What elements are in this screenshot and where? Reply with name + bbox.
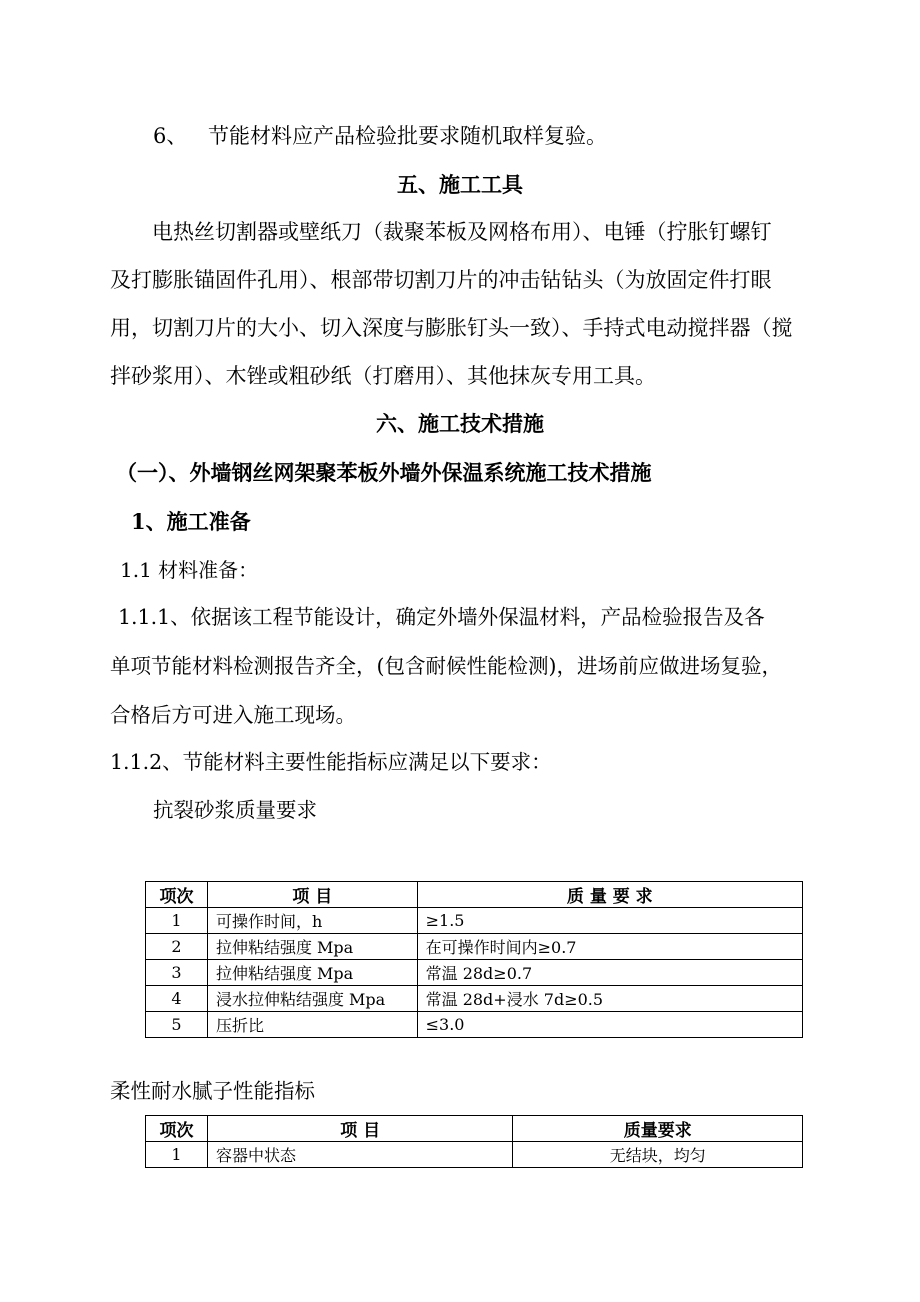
table-row: [146, 908, 803, 934]
table-cell-requirement: 在可操作时间内≥0.7: [417, 934, 802, 960]
s1-1-1-line-2: 单项节能材料检测报告齐全，(包含耐候性能检测)，进场前应做进场复验，: [110, 654, 782, 678]
table-cell-item: 可操作时间，h: [207, 908, 417, 934]
section6-heading: 六、施工技术措施: [376, 411, 544, 436]
table-cell-requirement: ≥1.5: [417, 908, 802, 934]
table-cell-index: 2: [146, 934, 208, 960]
table1: [145, 881, 803, 1038]
section5-heading: 五、施工工具: [397, 172, 523, 197]
item6-number: 6、: [153, 124, 188, 148]
table1-header-item: 项 目: [207, 882, 417, 908]
table-cell-index: 3: [146, 960, 208, 986]
table-cell-item: 压折比: [207, 1012, 417, 1038]
table2-header-index: 项次: [146, 1116, 208, 1142]
table-cell-requirement: 常温 28d≥0.7: [417, 960, 802, 986]
table-cell-item: 容器中状态: [207, 1142, 512, 1168]
table-cell-index: 1: [146, 1142, 208, 1168]
subsection1-heading: （一）、外墙钢丝网架聚苯板外墙外保温系统施工技术措施: [116, 460, 652, 485]
table-cell-item: 拉伸粘结强度 Mpa: [207, 934, 417, 960]
tools-paragraph-line-2: 及打膨胀锚固件孔用）、根部带切割刀片的冲击钻钻头（为放固定件打眼: [110, 268, 772, 292]
table1-header-index: 项次: [146, 882, 208, 908]
item6-text: 节能材料应产品检验批要求随机取样复验。: [208, 124, 607, 148]
tools-paragraph-line-3: 用，切割刀片的大小、切入深度与膨胀钉头一致）、手持式电动搅拌器（搅: [110, 316, 793, 340]
table2-header-requirement: 质量要求: [513, 1116, 803, 1142]
table-cell-requirement: ≤3.0: [417, 1012, 802, 1038]
table2-header-item: 项 目: [207, 1116, 512, 1142]
table2-caption: 柔性耐水腻子性能指标: [110, 1079, 315, 1103]
table-row: [146, 960, 803, 986]
table-cell-index: 5: [146, 1012, 208, 1038]
table-cell-requirement: 无结块，均匀: [513, 1142, 803, 1168]
table-row: [146, 934, 803, 960]
s1-1-heading: 1.1 材料准备：: [120, 558, 259, 582]
table-cell-item: 浸水拉伸粘结强度 Mpa: [207, 986, 417, 1012]
table2: [145, 1115, 803, 1168]
table-row: [146, 1012, 803, 1038]
table-cell-item: 拉伸粘结强度 Mpa: [207, 960, 417, 986]
table-cell-index: 1: [146, 908, 208, 934]
table-cell-requirement: 常温 28d+浸水 7d≥0.5: [417, 986, 802, 1012]
s1-1-1-line-3: 合格后方可进入施工现场。: [110, 703, 356, 727]
table1-header-row: [146, 882, 803, 908]
table1-caption: 抗裂砂浆质量要求: [153, 798, 317, 822]
table2-header-row: [146, 1116, 803, 1142]
table-row: [146, 1142, 803, 1168]
step1-heading: 1、施工准备: [131, 509, 251, 534]
table1-header-requirement: 质 量 要 求: [417, 882, 802, 908]
tools-paragraph-line-4: 拌砂浆用）、木锉或粗砂纸（打磨用）、其他抹灰专用工具。: [110, 364, 656, 388]
tools-paragraph-line-1: 电热丝切割器或壁纸刀（裁聚苯板及网格布用）、电锤（拧胀钉螺钉: [152, 220, 772, 244]
s1-1-2-text: 1.1.2、节能材料主要性能指标应满足以下要求：: [110, 750, 552, 774]
table-cell-index: 4: [146, 986, 208, 1012]
s1-1-1-line-1: 1.1.1、依据该工程节能设计，确定外墙外保温材料，产品检验报告及各: [118, 605, 765, 629]
table-row: [146, 986, 803, 1012]
